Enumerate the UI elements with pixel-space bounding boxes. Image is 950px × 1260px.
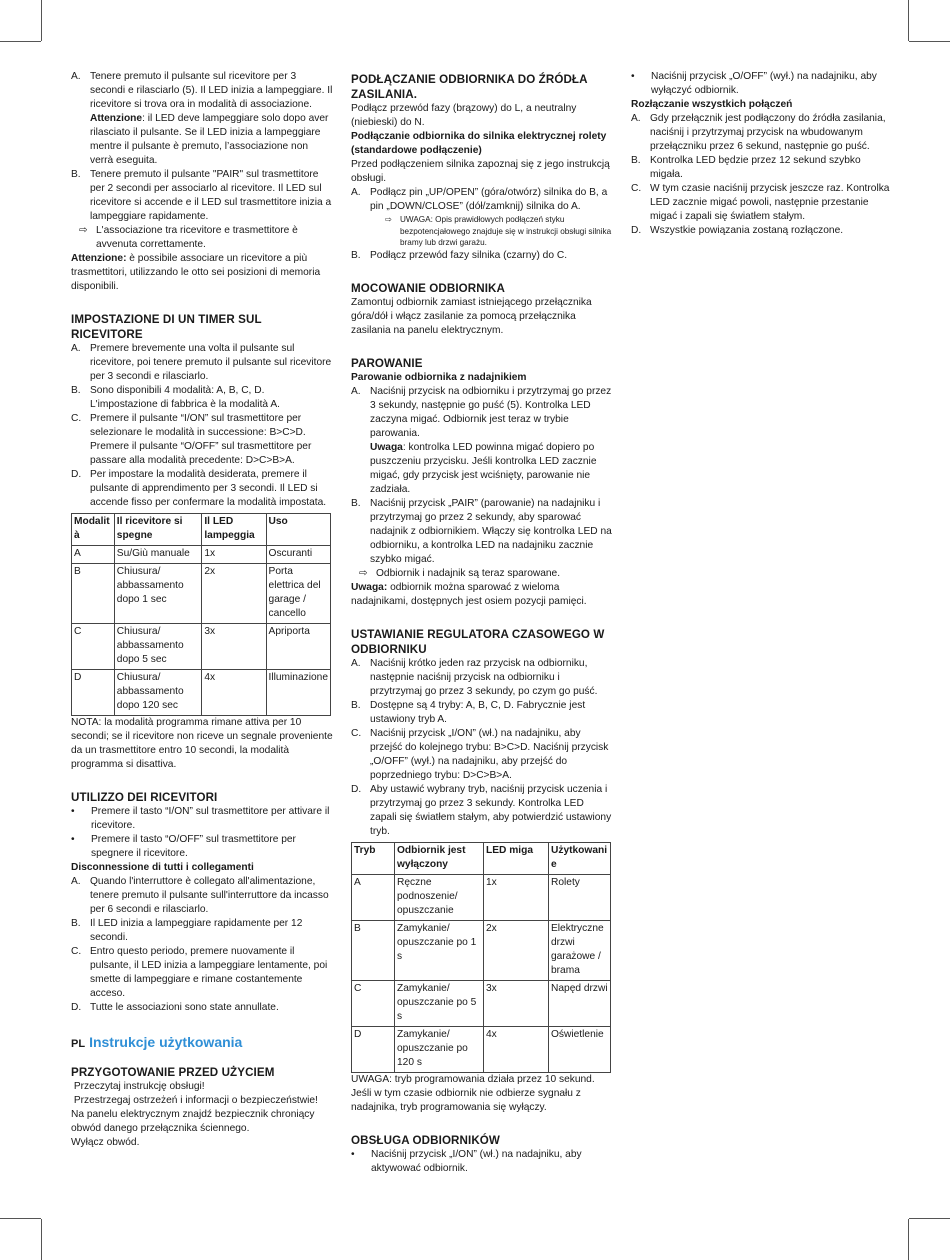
list-item: A. Premere brevemente una volta il pulsante sul ricevitore, poi tenere premuto il pulsante sul ricevitore per 3 secondi e rilasciarlo. <box>71 343 332 382</box>
list-item: D. Wszystkie powiązania zostaną rozłączone. <box>631 225 844 236</box>
list-item: B. Sono disponibili 4 modalità: A, B, C, D. L'impostazione di fabbrica è la modalità A. <box>71 385 280 410</box>
crop-mark <box>41 1219 42 1260</box>
list-item: D. Tutte le associazioni sono state annullate. <box>71 1002 279 1013</box>
list-item: A. Tenere premuto il pulsante sul ricevitore per 3 secondi e rilasciarlo (5). Il LED inizia a lampeggiare. Il ricevitore si trova ora in modalità di associazione. Attenzione: il LED deve lampeggiare solo dopo aver rilasciato il pulsante. Se il LED inizia a lampeggiare mentre il pulsante è premuto, l’associazione non verrà eseguita. <box>71 71 333 166</box>
table-header: Il LED lampeggia <box>202 514 266 546</box>
column-1 <box>71 70 333 1150</box>
list-item: B. Naciśnij przycisk „PAIR” (parowanie) na nadajniku i przytrzymaj go przez 2 sekundy, aby sparować nadajnik z odbiornikiem. Włączy się kontrolka LED na odbiorniku, a kontrolka LED na nadajniku zacznie szybko migać. <box>351 497 612 565</box>
list-item: A. Naciśnij przycisk na odbiorniku i przytrzymaj go przez 3 sekundy, następnie go puść (5). Kontrolka LED zaczyna migać. Odbiornik jest teraz w trybie parowania. Uwaga: kontrolka LED powinna migać dopiero po puszczeniu przycisku. Jeśli kontrolka LED zacznie migać, gdy przycisk jest wciśnięty, parowanie nie zadziała. <box>351 385 612 495</box>
table-cell: Chiusura/ abbassamento dopo 120 sec <box>114 670 202 716</box>
it-pairing-steps <box>71 70 333 224</box>
table-row <box>72 564 331 624</box>
bullet-item: • Premere il tasto “O/OFF” sul trasmettitore per spegnere il ricevitore. <box>71 834 296 859</box>
list-item: A. Podłącz pin „UP/OPEN” (góra/otwórz) silnika do B, a pin „DOWN/CLOSE” (dół/zamknij) silnika do A. <box>351 187 608 212</box>
result-line: ⇨ L'associazione tra ricevitore e trasmettitore è avvenuta correttamente. <box>79 225 298 250</box>
column-2 <box>351 70 613 1176</box>
arrow-icon: ⇨ <box>385 215 392 224</box>
language-heading <box>71 1035 333 1051</box>
paragraph: Wyłącz obwód. <box>71 1137 140 1148</box>
table-cell: C <box>352 980 395 1026</box>
bullet-item: • Naciśnij przycisk „O/OFF” (wył.) na nadajniku, aby wyłączyć odbiornik. <box>631 71 877 96</box>
section-title: IMPOSTAZIONE DI UN TIMER SUL RICEVITORE <box>71 313 262 341</box>
table-cell: 3x <box>202 624 266 670</box>
crop-mark <box>909 1218 950 1219</box>
table-cell: D <box>352 1026 395 1072</box>
table-header: LED miga <box>484 842 549 874</box>
note: Uwaga: odbiornik można sparować z wieloma nadajnikami, dostępnych jest osiem pozycji pamięci. <box>351 581 587 607</box>
table-cell: C <box>72 624 115 670</box>
crop-mark <box>0 41 41 42</box>
section-title: PAROWANIE <box>351 356 423 370</box>
table-cell: Rolety <box>549 874 611 920</box>
table-row <box>72 546 331 564</box>
table-cell: 2x <box>484 920 549 980</box>
table-cell: Chiusura/ abbassamento dopo 5 sec <box>114 624 202 670</box>
list-item: B. Il LED inizia a lampeggiare rapidamente per 12 secondi. <box>71 918 303 943</box>
crop-mark <box>908 1219 909 1260</box>
pl-timer-steps <box>351 657 613 839</box>
pl-power-steps <box>351 186 613 214</box>
bullet-icon: • <box>351 1148 355 1160</box>
table-cell: A <box>352 874 395 920</box>
pl-mode-table <box>351 842 611 1073</box>
list-item: B. Podłącz przewód fazy silnika (czarny) do C. <box>351 249 568 261</box>
paragraph: Podłącz przewód fazy (brązowy) do L, a neutralny (niebieski) do N. <box>351 103 577 128</box>
table-cell: Elektryczne drzwi garażowe / brama <box>549 920 611 980</box>
arrow-icon: ⇨ <box>79 225 88 236</box>
table-cell: Zamykanie/ opuszczanie po 120 s <box>395 1026 484 1072</box>
it-timer-steps <box>71 342 333 510</box>
section-title: MOCOWANIE ODBIORNIKA <box>351 281 506 295</box>
table-header: Modalit à <box>72 514 115 546</box>
language-code: PL <box>71 1038 86 1050</box>
it-mode-table <box>71 513 331 716</box>
table-row <box>72 624 331 670</box>
section-title: PRZYGOTOWANIE PRZED UŻYCIEM <box>71 1066 275 1079</box>
table-cell: Oświetlenie <box>549 1026 611 1072</box>
paragraph: Przed podłączeniem silnika zapoznaj się z jego instrukcją obsługi. <box>351 159 610 184</box>
list-item: D. Per impostare la modalità desiderata, premere il pulsante di apprendimento per 3 secondi. Il LED si accende fisso per confermare la modalità impostata. <box>71 469 327 508</box>
table-row <box>72 670 331 716</box>
list-item: C. W tym czasie naciśnij przycisk jeszcze raz. Kontrolka LED zacznie migać powoli, następnie przestanie migać i zapali się światłem stałym. <box>631 183 890 222</box>
pl-power-steps-b <box>351 249 613 263</box>
result-line: ⇨ Odbiornik i nadajnik są teraz sparowane. <box>359 567 561 579</box>
table-header: Il ricevitore si spegne <box>114 514 202 546</box>
bullet-item: • Naciśnij przycisk „I/ON” (wł.) na nadajniku, aby aktywować odbiornik. <box>351 1148 582 1174</box>
table-cell: 1x <box>202 546 266 564</box>
table-cell: Ręczne podnoszenie/ opuszczanie <box>395 874 484 920</box>
paragraph: Na panelu elektrycznym znajdź bezpiecznik chroniący obwód danego przełącznika ściennego. <box>71 1109 315 1134</box>
table-row <box>352 874 611 920</box>
table-cell: Napęd drzwi <box>549 980 611 1026</box>
section-title: OBSŁUGA ODBIORNIKÓW <box>351 1133 500 1147</box>
note: UWAGA: tryb programowania działa przez 10 sekund. Jeśli w tym czasie odbiornik nie odbierze sygnału z nadajnika, tryb programowania się wyłączy. <box>351 1073 595 1113</box>
section-title: PODŁĄCZANIE ODBIORNIKA DO ŹRÓDŁA ZASILANIA. <box>351 73 588 101</box>
table-row <box>352 920 611 980</box>
table-header: Odbiornik jest wyłączony <box>395 842 484 874</box>
table-row <box>352 980 611 1026</box>
table-cell: Zamykanie/ opuszczanie po 5 s <box>395 980 484 1026</box>
table-cell: Chiusura/ abbassamento dopo 1 sec <box>114 564 202 624</box>
pl-pairing-steps <box>351 385 613 567</box>
list-item: A. Quando l'interruttore è collegato all'alimentazione, tenere premuto il pulsante sull'interruttore da incasso per 6 secondi e rilasciarlo. <box>71 876 329 915</box>
subsection-title: Rozłączanie wszystkich połączeń <box>631 99 793 110</box>
list-item: B. Kontrolka LED będzie przez 12 sekund szybko migała. <box>631 155 861 180</box>
section-title: USTAWIANIE REGULATORA CZASOWEGO W ODBIORNIKU <box>351 627 605 656</box>
table-header-row <box>72 514 331 546</box>
note: NOTA: la modalità programma rimane attiva per 10 secondi; se il ricevitore non riceve un segnale proveniente da un trasmettitore entro 10 secondi, la modalità programma si disattiva. <box>71 717 333 770</box>
table-cell: 2x <box>202 564 266 624</box>
crop-mark <box>41 0 42 41</box>
table-header: Tryb <box>352 842 395 874</box>
section-title: UTILIZZO DEI RICEVITORI <box>71 791 218 804</box>
bullet-icon: • <box>71 834 75 845</box>
crop-mark <box>909 41 950 42</box>
table-cell: 4x <box>484 1026 549 1072</box>
table-cell: Zamykanie/ opuszczanie po 1 s <box>395 920 484 980</box>
table-cell: Illuminazione <box>266 670 330 716</box>
bullet-item: • Premere il tasto “I/ON” sul trasmettitore per attivare il ricevitore. <box>71 806 330 831</box>
arrow-icon: ⇨ <box>359 567 368 579</box>
warning-note: ⇨ UWAGA: Opis prawidłowych podłączeń styku bezpotencjałowego znajduje się w instrukcji obsługi silnika bramy lub drzwi garażu. <box>385 215 612 247</box>
table-cell: A <box>72 546 115 564</box>
paragraph: Przeczytaj instrukcję obsługi! <box>71 1081 205 1092</box>
bullet-icon: • <box>71 806 75 817</box>
paragraph: Zamontuj odbiornik zamiast istniejącego przełącznika góra/dół i włącz zasilanie za pomocą przełącznika zasilania na panelu elektrycznym. <box>351 296 592 336</box>
table-cell: Apriporta <box>266 624 330 670</box>
it-disconnect-steps <box>71 875 333 1015</box>
table-row <box>352 1026 611 1072</box>
list-item: B. Tenere premuto il pulsante "PAIR" sul trasmettitore per 2 secondi per associarlo al ricevitore. Il LED sul ricevitore si accende e il LED sul trasmettitore inizia a lampeggiare rapidamente. <box>71 169 332 222</box>
table-cell: 1x <box>484 874 549 920</box>
list-item: C. Naciśnij przycisk „I/ON” (wł.) na nadajniku, aby przejść do kolejnego trybu: B>C>D. Naciśnij przycisk „O/OFF” (wył.) na nadajniku, aby przejść do poprzedniego trybu: D>C>B>A. <box>351 727 609 781</box>
column-3 <box>631 70 893 238</box>
pl-disconnect-steps <box>631 112 893 238</box>
table-cell: Porta elettrica del garage / cancello <box>266 564 330 624</box>
table-header: Użytkowani e <box>549 842 611 874</box>
paragraph: Przestrzegaj ostrzeżeń i informacji o bezpieczeństwie! <box>71 1095 318 1106</box>
language-title: Instrukcje użytkowania <box>89 1034 243 1050</box>
note: Attenzione: è possibile associare un ricevitore a più trasmettitori, utilizzando le otto sei posizioni di memoria disponibili. <box>71 253 321 292</box>
list-item: D. Aby ustawić wybrany tryb, naciśnij przycisk uczenia i przytrzymaj go przez 3 sekundy. Kontrolka LED zapali się światłem stałym, aby potwierdzić ustawiony tryb. <box>351 783 612 837</box>
list-item: C. Entro questo periodo, premere nuovamente il pulsante, il LED inizia a lampeggiare lentamente, poi smette di lampeggiare e rimane costantemente acceso. <box>71 946 328 999</box>
crop-mark <box>908 0 909 41</box>
table-cell: Su/Giù manuale <box>114 546 202 564</box>
table-cell: 4x <box>202 670 266 716</box>
table-header-row <box>352 842 611 874</box>
list-item: A. Naciśnij krótko jeden raz przycisk na odbiorniku, następnie naciśnij przycisk na odbiorniku i przytrzymaj go przez 3 sekundy, po czym go puść. <box>351 657 598 697</box>
bullet-icon: • <box>631 71 635 82</box>
subsection-title: Podłączanie odbiornika do silnika elektrycznej rolety (standardowe podłączenie) <box>351 131 607 156</box>
list-item: B. Dostępne są 4 tryby: A, B, C, D. Fabrycznie jest ustawiony tryb A. <box>351 699 586 725</box>
subsection-title: Disconnessione di tutti i collegamenti <box>71 862 254 873</box>
table-cell: B <box>352 920 395 980</box>
table-cell: Oscuranti <box>266 546 330 564</box>
table-cell: D <box>72 670 115 716</box>
list-item: A. Gdy przełącznik jest podłączony do źródła zasilania, naciśnij i przytrzymaj przycisk na wbudowanym przełączniku przez 6 sekund, następnie go puść. <box>631 113 886 152</box>
subsection-title: Parowanie odbiornika z nadajnikiem <box>351 371 527 383</box>
table-cell: B <box>72 564 115 624</box>
table-header: Uso <box>266 514 330 546</box>
crop-mark <box>0 1218 41 1219</box>
list-item: C. Premere il pulsante “I/ON” sul trasmettitore per selezionare le modalità in successione: B>C>D. Premere il pulsante “O/OFF” sul trasmettitore per passare alla modalità precedente: D>C>B>A. <box>71 413 312 466</box>
table-cell: 3x <box>484 980 549 1026</box>
